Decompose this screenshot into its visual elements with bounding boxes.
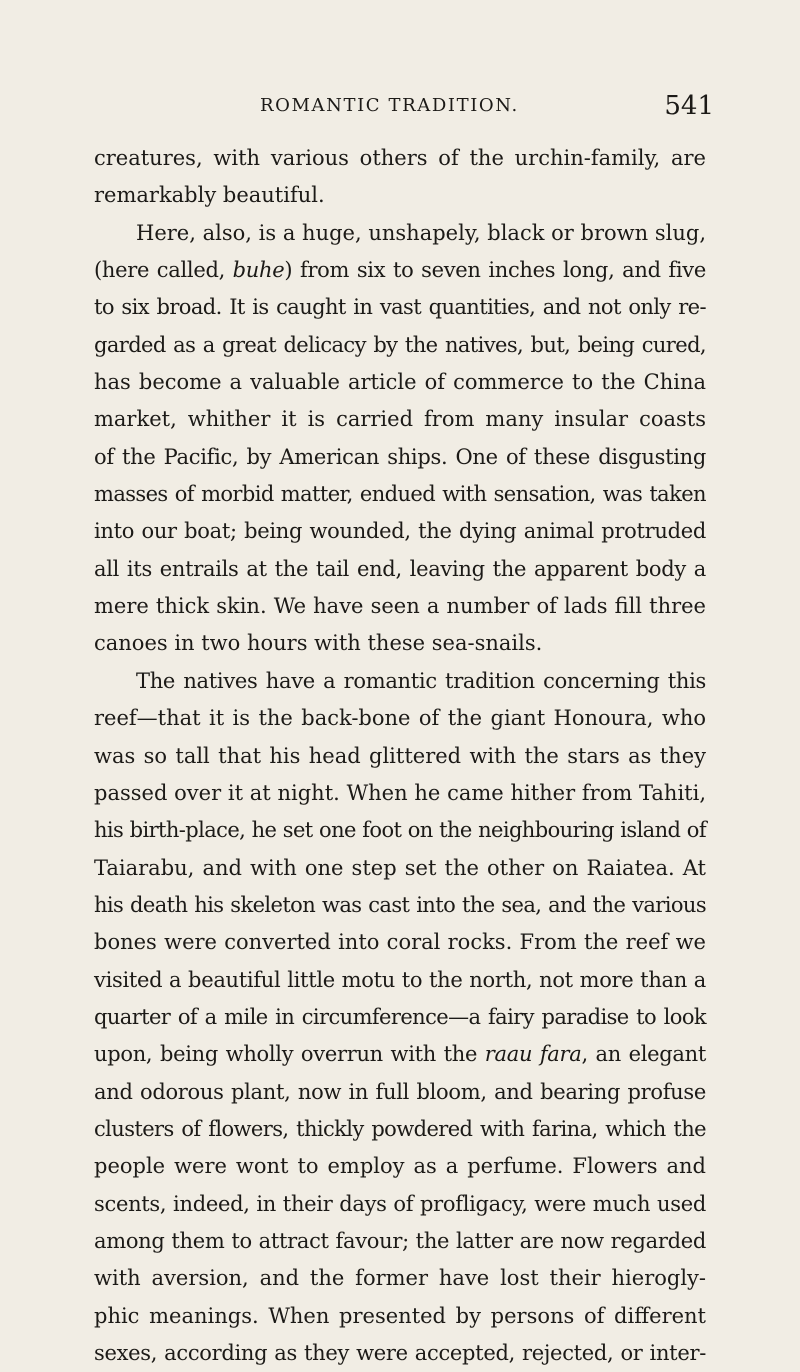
text-line bbox=[94, 924, 706, 961]
text-segment: masses of morbid matter, endued with sensation, was taken bbox=[94, 482, 706, 507]
paragraph-first-line bbox=[94, 663, 706, 700]
text-line bbox=[94, 1036, 706, 1073]
text-segment: with aversion, and the former have lost their hierogly- bbox=[94, 1266, 706, 1291]
paragraph-first-line bbox=[94, 215, 706, 252]
text-line bbox=[94, 476, 706, 513]
text-segment: to six broad. It is caught in vast quantities, and not only re- bbox=[94, 295, 706, 320]
text-segment: phic meanings. When presented by persons of different bbox=[94, 1303, 706, 1328]
text-line bbox=[94, 1074, 706, 1111]
text-line bbox=[94, 1148, 706, 1185]
text-segment: The natives have a romantic tradition concerning this bbox=[136, 668, 706, 693]
text-segment: visited a beautiful little motu to the north, not more than a bbox=[94, 967, 706, 992]
text-segment: Here, also, is a huge, unshapely, black or brown slug, bbox=[136, 220, 706, 245]
text-line bbox=[94, 700, 706, 737]
italic-term: buhe bbox=[232, 258, 285, 283]
text-segment: his birth-place, he set one foot on the neighbouring island of bbox=[94, 818, 706, 843]
text-line bbox=[94, 1186, 706, 1223]
text-segment: , an elegant bbox=[581, 1042, 706, 1067]
italic-term: raau fara bbox=[484, 1042, 582, 1067]
page-number: 541 bbox=[664, 91, 714, 121]
text-line bbox=[94, 1223, 706, 1260]
text-segment: garded as a great delicacy by the natives, but, being cured, bbox=[94, 332, 706, 357]
text-segment: upon, being wholly overrun with the bbox=[94, 1042, 485, 1067]
text-line bbox=[94, 364, 706, 401]
text-segment: ) from six to seven inches long, and five bbox=[284, 258, 706, 283]
text-segment: mere thick skin. We have seen a number of lads fill three bbox=[94, 594, 706, 619]
text-segment: reef—that it is the back-bone of the giant Honoura, who bbox=[94, 706, 706, 731]
text-segment: canoes in two hours with these sea-snails. bbox=[94, 631, 543, 656]
text-segment: (here called, bbox=[94, 258, 233, 283]
text-line bbox=[94, 1298, 706, 1335]
text-line bbox=[94, 327, 706, 364]
text-line bbox=[94, 177, 706, 214]
text-line bbox=[94, 513, 706, 550]
text-segment: Taiarabu, and with one step set the other on Raiatea. At bbox=[94, 855, 706, 880]
text-segment: was so tall that his head glittered with the stars as they bbox=[94, 743, 706, 768]
text-line bbox=[94, 738, 706, 775]
text-segment: scents, indeed, in their days of profligacy, were much used bbox=[94, 1191, 706, 1216]
text-segment: sexes, according as they were accepted, rejected, or inter- bbox=[94, 1341, 706, 1365]
body-text bbox=[94, 140, 706, 1372]
text-segment: and odorous plant, now in full bloom, and bearing profuse bbox=[94, 1079, 706, 1104]
text-segment: into our boat; being wounded, the dying animal protruded bbox=[94, 519, 706, 544]
running-head-title: ROMANTIC TRADITION. bbox=[260, 95, 519, 116]
text-segment: passed over it at night. When he came hither from Tahiti, bbox=[94, 780, 706, 805]
text-line bbox=[94, 1335, 706, 1372]
text-line bbox=[94, 1260, 706, 1297]
text-line bbox=[94, 551, 706, 588]
text-segment: clusters of flowers, thickly powdered with farina, which the bbox=[94, 1116, 706, 1141]
text-segment: has become a valuable article of commerce to the China bbox=[94, 370, 706, 395]
text-line bbox=[94, 850, 706, 887]
text-segment: market, whither it is carried from many insular coasts bbox=[94, 407, 706, 432]
text-line bbox=[94, 439, 706, 476]
text-segment: all its entrails at the tail end, leaving the apparent body a bbox=[94, 556, 706, 581]
running-head bbox=[0, 91, 800, 121]
text-segment: remarkably beautiful. bbox=[94, 183, 325, 208]
text-line bbox=[94, 401, 706, 438]
text-line bbox=[94, 625, 706, 662]
text-segment: bones were converted into coral rocks. From the reef we bbox=[94, 930, 706, 955]
text-segment: people were wont to employ as a perfume. Flowers and bbox=[94, 1154, 706, 1179]
text-line bbox=[94, 775, 706, 812]
text-segment: his death his skeleton was cast into the sea, and the various bbox=[94, 892, 706, 917]
text-line bbox=[94, 1111, 706, 1148]
text-line bbox=[94, 588, 706, 625]
text-line bbox=[94, 289, 706, 326]
text-segment: creatures, with various others of the urchin-family, are bbox=[94, 146, 706, 170]
text-line bbox=[94, 252, 706, 289]
text-line bbox=[94, 140, 706, 177]
text-segment: quarter of a mile in circumference—a fairy paradise to look bbox=[94, 1004, 706, 1029]
text-segment: among them to attract favour; the latter are now regarded bbox=[94, 1228, 706, 1253]
text-segment: of the Pacific, by American ships. One of these disgusting bbox=[94, 444, 706, 469]
text-line bbox=[94, 999, 706, 1036]
text-line bbox=[94, 887, 706, 924]
text-line bbox=[94, 962, 706, 999]
text-line bbox=[94, 812, 706, 849]
